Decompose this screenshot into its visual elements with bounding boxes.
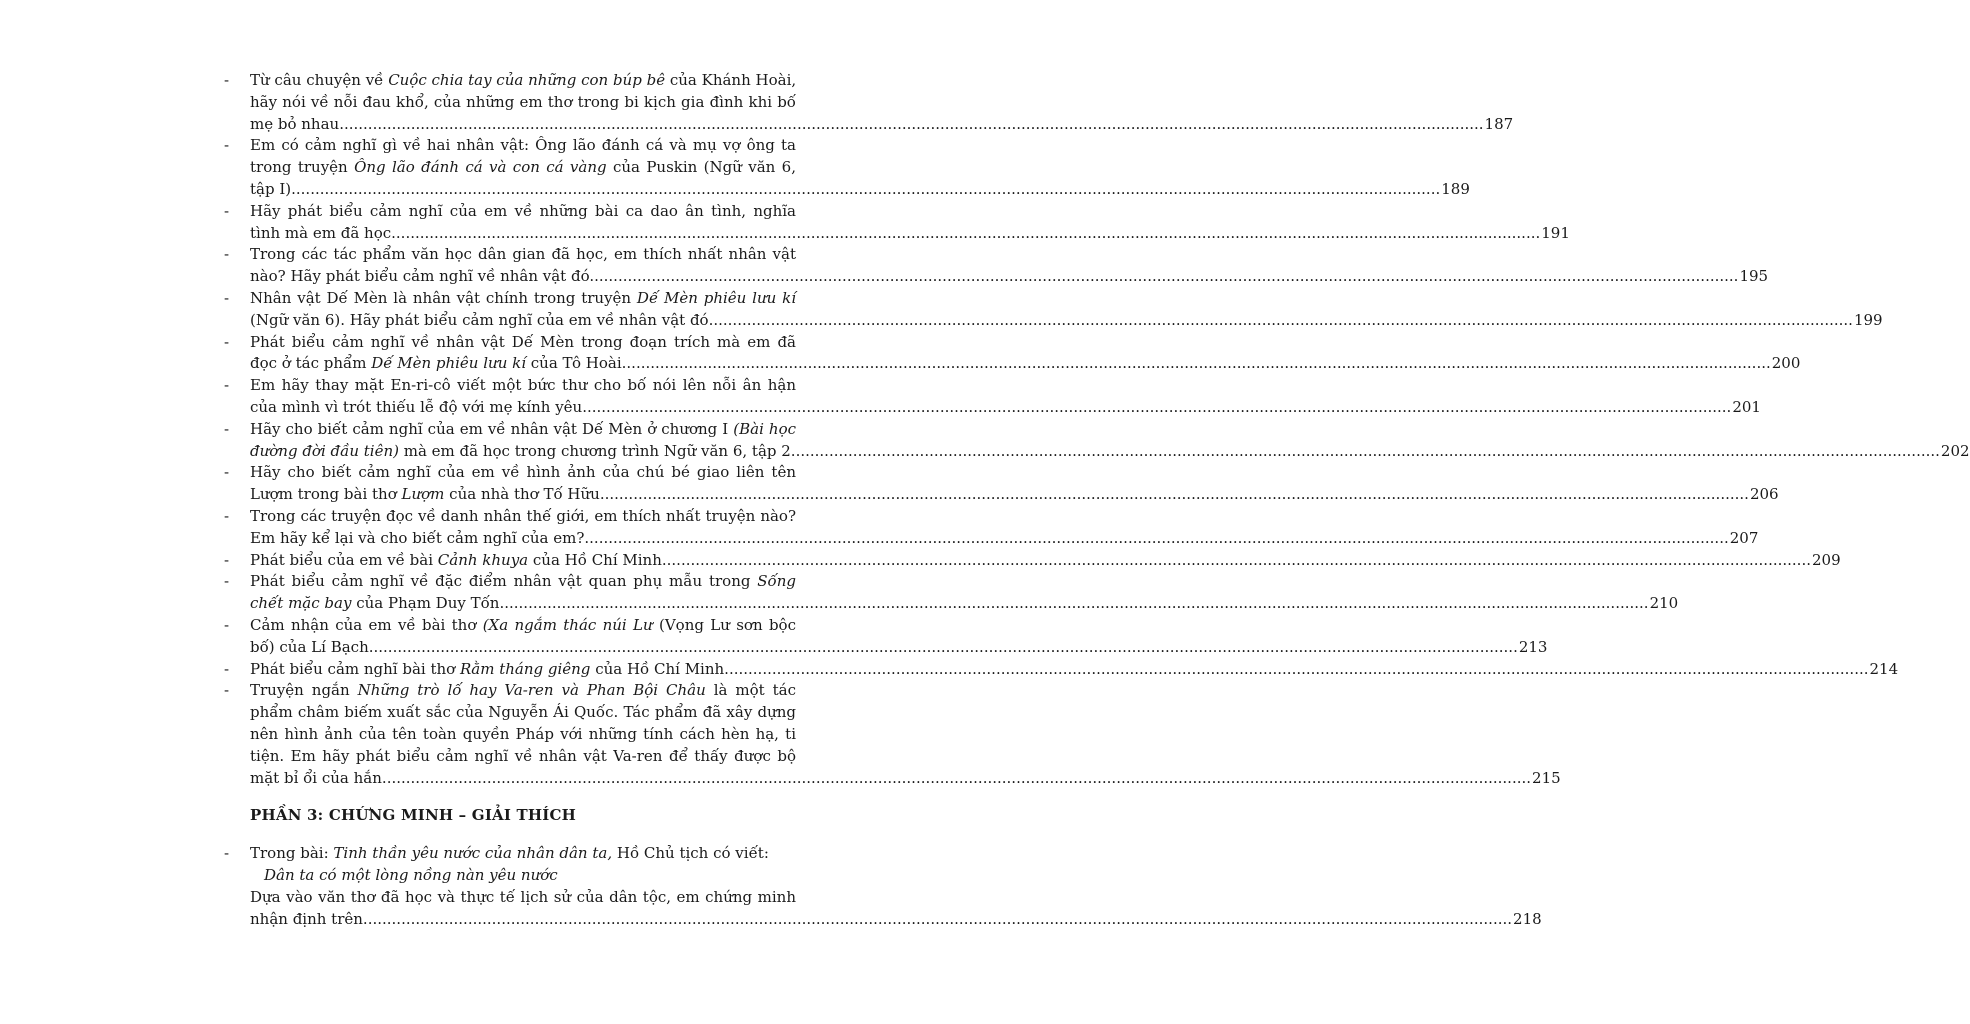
page-number: 201: [1732, 397, 1761, 416]
toc-entry: [224, 571, 1679, 615]
page-number: 200: [1771, 354, 1801, 373]
entry-text: [250, 637, 374, 659]
entry-text: [250, 223, 396, 245]
toc-entry: [224, 244, 1769, 288]
text-run: Trong các tác phẩm văn học dân gian đã học, em thích nhất nhân vật: [250, 245, 796, 264]
entry-text: [250, 310, 709, 332]
page-number: 199: [1853, 310, 1883, 329]
entry-line: [250, 571, 796, 593]
text-run: Hãy phát biểu cảm nghĩ của em về những bài ca dao ân tình, nghĩa: [250, 201, 796, 220]
italic-title: Lượm: [401, 485, 445, 504]
entry-text: [250, 593, 504, 615]
entry-last-line: [250, 114, 1514, 136]
text-run: tập I).: [250, 179, 296, 198]
bullet-dash: -: [224, 419, 230, 438]
entry-last-line: [250, 593, 1679, 615]
entry-text: [250, 484, 605, 506]
entry-line: [250, 92, 796, 114]
entry-text: [250, 266, 594, 288]
toc-entry: [224, 375, 1761, 419]
dot-leader: [709, 310, 1853, 332]
entry-last-line: [250, 179, 1470, 201]
page-number: 207: [1729, 528, 1759, 547]
text-run: tiện. Em hãy phát biểu cảm nghĩ về nhân vật Va-ren để thấy được bộ: [250, 746, 796, 765]
entry-line: [250, 332, 796, 354]
toc-entry: [224, 462, 1779, 506]
entry-line: [250, 702, 796, 724]
bullet-dash: -: [224, 376, 230, 395]
text-run: mà em đã học trong chương trình Ngữ văn 6, tập 2.: [398, 441, 796, 460]
bullet-dash: -: [224, 506, 230, 525]
text-run: Truyện ngắn: [250, 681, 358, 700]
text-run: Lượm trong bài thơ: [250, 485, 402, 504]
text-run: Phát biểu cảm nghĩ về nhân vật Dế Mèn trong đoạn trích mà em đã: [250, 332, 796, 351]
text-run: bố) của Lí Bạch.: [250, 637, 374, 656]
dot-leader: [796, 441, 1940, 463]
entry-line: [250, 724, 796, 746]
toc-entry: [224, 201, 1570, 245]
entry-text: [250, 179, 296, 201]
bullet-dash: -: [224, 136, 230, 155]
page-number: 213: [1518, 637, 1548, 656]
dot-leader: [296, 179, 1440, 201]
text-run: của Khánh Hoài,: [665, 71, 797, 89]
italic-title: Rằm tháng giêng: [459, 659, 591, 678]
entry-line: [250, 157, 796, 179]
toc-entry: [224, 506, 1759, 550]
toc-entry: [224, 332, 1801, 376]
entry-text: [250, 909, 368, 931]
toc-entry: [224, 550, 1841, 572]
dot-leader: [724, 659, 1868, 681]
toc-entry: [224, 135, 1470, 200]
page-number: 206: [1749, 485, 1779, 504]
entry-line: [250, 680, 796, 702]
entry-last-line: [250, 266, 1769, 288]
section-heading: PHẦN 3: CHỨNG MINH – GIẢI THÍCH: [250, 806, 576, 825]
entry-line: [250, 135, 796, 157]
italic-title: (Xa ngắm thác núi Lư: [482, 615, 653, 634]
entry-text: [250, 353, 626, 375]
text-run: hãy nói về nỗi đau khổ, của những em thơ trong bi kịch gia đình khi bố: [250, 92, 796, 111]
text-run: của Hồ Chí Minh: [590, 659, 725, 678]
italic-title: Sống: [757, 572, 796, 591]
toc-entry: [224, 615, 1548, 659]
page-number: 202: [1940, 441, 1970, 460]
dot-leader: [584, 528, 1728, 550]
text-run: của Puskin (Ngữ văn 6,: [606, 158, 796, 177]
text-run: (Ngữ văn 6). Hãy phát biểu cảm nghĩ của em về nhân vật đó: [250, 310, 709, 329]
entry-line: [250, 887, 796, 909]
toc-entry: [224, 680, 1561, 789]
text-run: của Hồ Chí Minh.: [528, 550, 667, 569]
text-run: của Tô Hoài.: [526, 354, 627, 373]
entry-text: [250, 528, 584, 550]
entry-last-line: [250, 353, 1801, 375]
toc-entry: [224, 70, 1514, 135]
text-run: trong truyện: [250, 158, 355, 177]
page-number: 214: [1869, 659, 1899, 678]
text-run: Phát biểu cảm nghĩ bài thơ: [250, 659, 460, 678]
text-run: Phát biểu của em về bài: [250, 550, 438, 569]
toc-entry: [224, 659, 1899, 681]
dot-leader: [605, 484, 1749, 506]
dot-leader: [594, 266, 1738, 288]
italic-title: Tinh thần yêu nước của nhân dân ta,: [333, 844, 613, 863]
entry-last-line: [250, 484, 1779, 506]
entry-last-line: [250, 768, 1561, 790]
text-run: Trong bài:: [250, 844, 334, 863]
entry-text: [250, 114, 339, 136]
entry-line: [250, 746, 796, 768]
dot-leader: [587, 397, 1731, 419]
text-run: Hãy cho biết cảm nghĩ của em về hình ảnh của chú bé giao liên tên: [250, 463, 796, 482]
text-run: Nhân vật Dế Mèn là nhân vật chính trong truyện: [250, 288, 637, 307]
page-number: 195: [1739, 267, 1769, 286]
dot-leader: [374, 637, 1518, 659]
text-run: nào? Hãy phát biểu cảm nghĩ về nhân vật đó.: [250, 267, 595, 286]
text-run: của mình vì trót thiếu lễ độ với mẹ kính yêu.: [250, 397, 587, 416]
entry-line: [250, 244, 796, 266]
bullet-dash: -: [224, 71, 230, 89]
entry-line: [250, 615, 796, 637]
page-number: 191: [1541, 223, 1570, 242]
italic-title: Những trò lố hay Va-ren và Phan Bội Châu: [357, 681, 706, 700]
text-run: Cảm nhận của em về bài thơ: [250, 615, 483, 634]
text-run: là một tác: [705, 681, 797, 700]
entry-text: [250, 550, 667, 572]
page-number: 218: [1513, 909, 1542, 928]
dot-leader: [339, 114, 1483, 136]
bullet-dash: -: [224, 245, 230, 264]
italic-title: đường đời đầu tiên): [250, 441, 399, 460]
text-run: Phát biểu cảm nghĩ về đặc điểm nhân vật quan phụ mẫu trong: [250, 572, 758, 591]
entry-last-line: [250, 441, 1970, 463]
italic-title: Dế Mèn phiêu lưu kí: [371, 354, 527, 373]
page-number: 215: [1532, 768, 1561, 787]
text-run: mẹ bỏ nhau: [250, 114, 340, 133]
toc-entry: [224, 419, 1970, 463]
dot-leader: [387, 768, 1531, 790]
bullet-dash: -: [224, 332, 230, 351]
table-of-contents: [224, 70, 1970, 930]
text-run: tình mà em đã học.: [250, 223, 396, 242]
text-run: đọc ở tác phẩm: [250, 354, 372, 373]
entry-line: [250, 419, 796, 441]
toc-entry: [224, 288, 1883, 332]
bullet-dash: -: [224, 659, 230, 678]
text-run: Hồ Chủ tịch có viết:: [612, 844, 769, 863]
page-number: 189: [1441, 179, 1470, 198]
page-number: 209: [1811, 550, 1841, 569]
text-run: Dựa vào văn thơ đã học và thực tế lịch sử của dân tộc, em chứng minh: [250, 887, 796, 906]
italic-title: Ông lão đánh cá và con cá vàng: [354, 158, 607, 177]
bullet-dash: -: [224, 288, 230, 307]
dot-leader: [504, 593, 1648, 615]
text-run: Trong các truyện đọc về danh nhân thế giới, em thích nhất truyện nào?: [250, 506, 796, 525]
entry-last-line: [250, 550, 1841, 572]
text-run: của nhà thơ Tố Hữu.: [444, 485, 605, 504]
section-entries: [224, 843, 1542, 930]
entry-last-line: [250, 637, 1548, 659]
dot-leader: [396, 223, 1540, 245]
text-run: mặt bỉ ổi của hắn.: [250, 768, 387, 787]
entry-line: [250, 375, 796, 397]
text-run: của Phạm Duy Tốn.: [351, 594, 505, 613]
entry-line: [250, 462, 796, 484]
entry-last-line: [250, 223, 1570, 245]
quote-text: Dân ta có một lòng nồng nàn yêu nước: [264, 866, 558, 885]
entry-intro-line: [250, 843, 796, 865]
bullet-dash: -: [224, 463, 230, 482]
entry-last-line: [250, 659, 1899, 681]
dot-leader: [368, 909, 1512, 931]
text-run: Em hãy kể lại và cho biết cảm nghĩ của em?: [250, 528, 585, 547]
bullet-dash: -: [224, 572, 230, 591]
dot-leader: [667, 550, 1811, 572]
bullet-dash: -: [224, 615, 230, 634]
page-number: 187: [1484, 114, 1514, 133]
entry-last-line: [250, 909, 1542, 931]
text-run: (Vọng Lư sơn bộc: [652, 615, 796, 634]
entry-text: [250, 441, 796, 463]
entry-line: [250, 506, 796, 528]
dot-leader: [626, 353, 1770, 375]
italic-title: Cuộc chia tay của những con búp bê: [388, 71, 666, 89]
text-run: Hãy cho biết cảm nghĩ của em về nhân vật Dế Mèn ở chương I: [250, 419, 734, 438]
toc-entry: [224, 843, 1542, 930]
entry-last-line: [250, 310, 1883, 332]
bullet-dash: -: [224, 550, 230, 569]
entry-line: [250, 288, 796, 310]
text-run: nên hình ảnh của tên toàn quyền Pháp với những tính cách hèn hạ, ti: [250, 724, 796, 743]
entry-line: [250, 201, 796, 223]
page-number: 210: [1649, 594, 1679, 613]
text-run: Em có cảm nghĩ gì về hai nhân vật: Ông lão đánh cá và mụ vợ ông ta: [250, 136, 796, 155]
text-run: nhận định trên.: [250, 909, 368, 928]
bullet-dash: -: [224, 844, 230, 863]
italic-title: chết mặc bay: [250, 594, 352, 613]
bullet-dash: -: [224, 681, 230, 700]
text-run: phẩm châm biếm xuất sắc của Nguyễn Ái Quốc. Tác phẩm đã xây dựng: [250, 703, 796, 722]
italic-title: Dế Mèn phiêu lưu kí: [636, 288, 796, 307]
italic-title: (Bài học: [733, 419, 797, 438]
entry-text: [250, 397, 587, 419]
toc-entries: [224, 70, 1970, 789]
quote-line: [250, 865, 796, 887]
entry-last-line: [250, 397, 1761, 419]
entry-line: [250, 70, 796, 92]
bullet-dash: -: [224, 201, 230, 220]
text-run: Từ câu chuyện về: [250, 71, 389, 89]
entry-text: [250, 768, 387, 790]
entry-text: [250, 659, 724, 681]
text-run: Em hãy thay mặt En-ri-cô viết một bức thư cho bố nói lên nỗi ân hận: [250, 376, 796, 395]
entry-last-line: [250, 528, 1759, 550]
italic-title: Cảnh khuya: [437, 550, 529, 569]
